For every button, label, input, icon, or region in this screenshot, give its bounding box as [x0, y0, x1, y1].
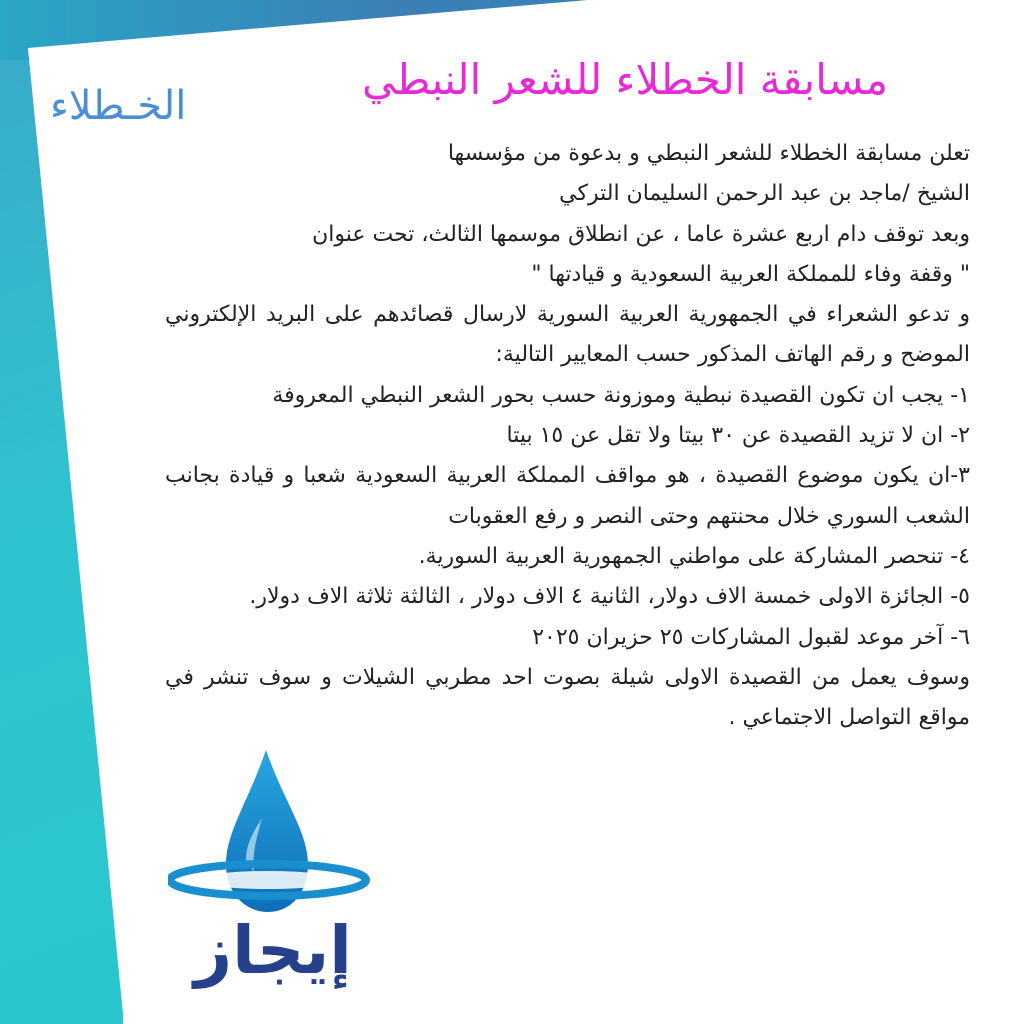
list-item: ٢- ان لا تزيد القصيدة عن ٣٠ بيتا ولا تقل عن ١٥ بيتا	[506, 423, 970, 449]
list-item: ٤- تنحصر المشاركة على مواطني الجمهورية العربية السورية.	[418, 543, 970, 569]
announcement-body	[165, 134, 970, 738]
paragraph-line: الشيخ /ماجد بن عبد الرحمن السليمان التركي	[559, 181, 970, 207]
list-item: ١- يجب ان تكون القصيدة نبطية وموزونة حسب بحور الشعر النبطي المعروفة	[272, 382, 970, 408]
paragraph-line: وبعد توقف دام اربع عشرة عاما ، عن انطلاق موسمها الثالث، تحت عنوان	[312, 221, 970, 247]
list-item: ٥- الجائزة الاولى خمسة الاف دولار، الثانية ٤ الاف دولار ، الثالثة ثلاثة الاف دولار.	[249, 584, 970, 610]
logo-wordmark: إيجاز	[194, 912, 352, 989]
paragraph-line: تعلن مسابقة الخطلاء للشعر النبطي و بدعوة من مؤسسها	[447, 141, 970, 166]
paragraph-line: " وقفة وفاء للمملكة العربية السعودية و قيادتها "	[531, 261, 970, 287]
list-item: ٣-ان يكون موضوع القصيدة ، هو مواقف المملكة العربية السعودية شعبا و قيادة بجانب الشعب السوري خلال محنتهم وحتى النصر و رفع العقوبات	[165, 463, 970, 529]
page-title: مسابقة الخطلاء للشعر النبطي	[362, 55, 888, 104]
list-item: ٦- آخر موعد لقبول المشاركات ٢٥ حزيران ٢٠٢٥	[532, 624, 970, 650]
brand-logo-text: الخـطلاء	[50, 83, 187, 129]
paragraph-line: و تدعو الشعراء في الجمهورية العربية السورية لارسال قصائدهم على البريد الإلكتروني الموضح و رقم الهاتف المذكور حسب المعايير التالية:	[165, 302, 970, 368]
paragraph-line: وسوف يعمل من القصيدة الاولى شيلة بصوت احد مطربي الشيلات و سوف تنشر في مواقع التواصل الاجتماعي .	[165, 664, 970, 731]
